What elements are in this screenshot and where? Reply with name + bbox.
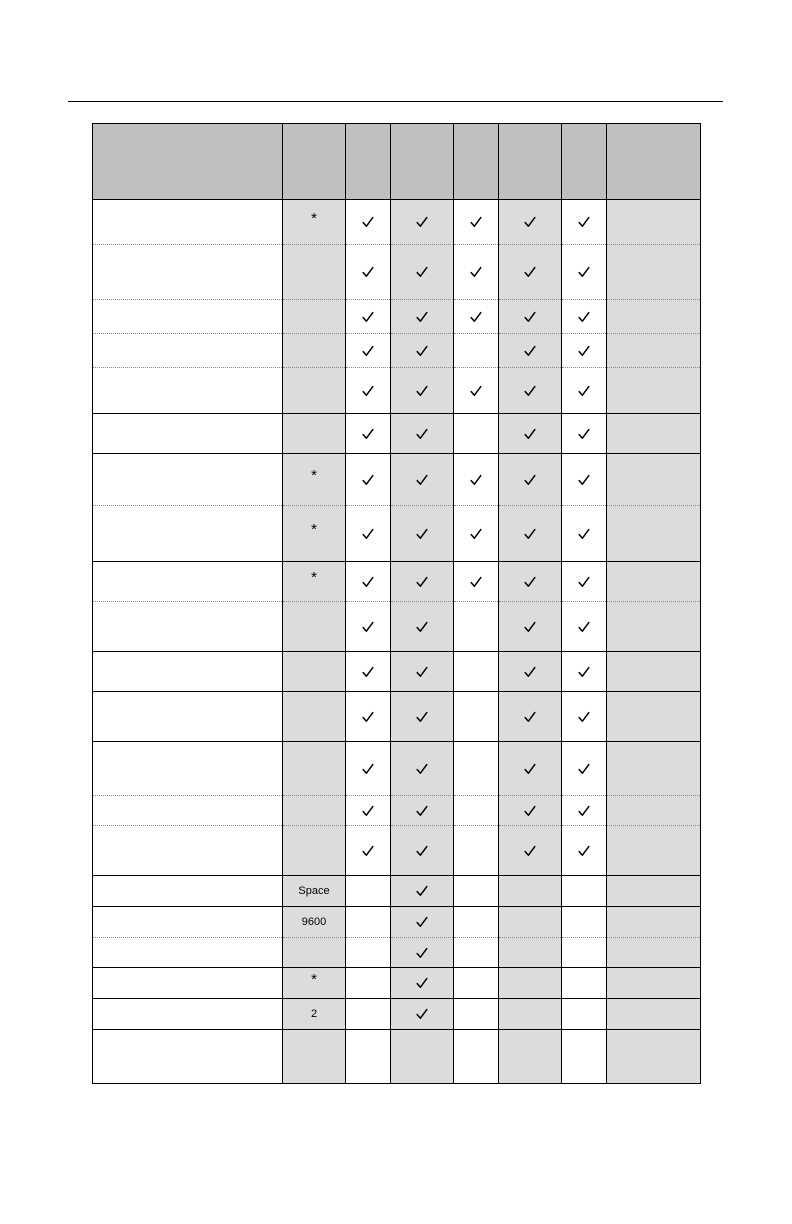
table-cell: [499, 414, 562, 454]
column-header-5: [499, 124, 562, 200]
table-cell: [283, 506, 346, 562]
table-cell: [607, 652, 701, 692]
table-cell: [454, 1030, 499, 1084]
row-label: [93, 414, 283, 454]
table-cell: [607, 602, 701, 652]
row-label: [93, 562, 283, 602]
table-cell: [562, 1030, 607, 1084]
table-row: [93, 245, 701, 300]
table-cell: [391, 692, 454, 742]
table-row: [93, 938, 701, 968]
column-header-2: [346, 124, 391, 200]
check-icon: [578, 666, 590, 678]
check-icon: [524, 711, 536, 723]
table-cell: [607, 368, 701, 414]
check-icon: [470, 266, 482, 278]
row-label: [93, 506, 283, 562]
table-cell: [283, 562, 346, 602]
table-cell: [283, 245, 346, 300]
check-icon: [362, 763, 374, 775]
table-cell: [607, 562, 701, 602]
check-icon: [362, 666, 374, 678]
table-cell: [499, 938, 562, 968]
table-row: [93, 1030, 701, 1084]
check-icon: [416, 977, 428, 989]
check-icon: [578, 474, 590, 486]
table-cell: [499, 562, 562, 602]
table-cell: [454, 742, 499, 796]
table-cell: [562, 602, 607, 652]
table-cell: [607, 414, 701, 454]
table-cell: [499, 506, 562, 562]
table-cell: [607, 999, 701, 1030]
table-row: [93, 454, 701, 506]
table-cell: [283, 1030, 346, 1084]
row-label: [93, 796, 283, 826]
table-cell: [499, 200, 562, 245]
check-icon: [470, 474, 482, 486]
check-icon: [578, 845, 590, 857]
check-icon: [524, 345, 536, 357]
table-cell: [454, 334, 499, 368]
check-icon: [416, 947, 428, 959]
table-cell: [346, 368, 391, 414]
table-cell: [454, 652, 499, 692]
check-icon: [416, 266, 428, 278]
table-cell: [283, 742, 346, 796]
check-icon: [362, 428, 374, 440]
table-cell: [283, 368, 346, 414]
table-cell: [454, 300, 499, 334]
table-cell: [562, 414, 607, 454]
table-cell: [454, 562, 499, 602]
table-cell: [391, 454, 454, 506]
table-cell: [391, 334, 454, 368]
table-row: [93, 907, 701, 938]
table-cell: [454, 968, 499, 999]
table-cell: [607, 1030, 701, 1084]
table-cell: [283, 602, 346, 652]
check-icon: [416, 576, 428, 588]
table-cell: [454, 938, 499, 968]
check-icon: [470, 528, 482, 540]
table-cell: [346, 652, 391, 692]
table-cell: [454, 692, 499, 742]
table-cell: [346, 602, 391, 652]
check-icon: [470, 216, 482, 228]
row-label: [93, 368, 283, 414]
table-cell: [454, 907, 499, 938]
table-cell: [391, 200, 454, 245]
row-label: [93, 938, 283, 968]
table-cell: [346, 999, 391, 1030]
table-cell: [391, 907, 454, 938]
table-cell: [562, 968, 607, 999]
header-rule: [68, 101, 723, 102]
check-icon: [578, 528, 590, 540]
table-cell: [391, 414, 454, 454]
row-label: [93, 999, 283, 1030]
cell-value: 2: [310, 1008, 318, 1020]
check-icon: [362, 311, 374, 323]
table-cell: [607, 692, 701, 742]
table-row: [93, 826, 701, 876]
table-row: [93, 876, 701, 907]
check-icon: [362, 266, 374, 278]
check-icon: [416, 763, 428, 775]
table-cell: [607, 200, 701, 245]
table-cell: [346, 692, 391, 742]
table-cell: [391, 368, 454, 414]
table-cell: [391, 876, 454, 907]
table-cell: [391, 938, 454, 968]
table-row: [93, 602, 701, 652]
table-row: [93, 300, 701, 334]
check-icon: [524, 576, 536, 588]
check-icon: [578, 385, 590, 397]
row-label: [93, 454, 283, 506]
table-cell: [346, 938, 391, 968]
check-icon: [578, 266, 590, 278]
table-cell: [346, 506, 391, 562]
table-cell: [562, 506, 607, 562]
check-icon: [362, 385, 374, 397]
table-cell: [562, 368, 607, 414]
table-row: [93, 334, 701, 368]
check-icon: [470, 385, 482, 397]
table-cell: [562, 454, 607, 506]
check-icon: [416, 311, 428, 323]
check-icon: [416, 845, 428, 857]
check-icon: [470, 311, 482, 323]
row-label: [93, 652, 283, 692]
table-cell: [607, 826, 701, 876]
table-cell: [499, 602, 562, 652]
check-icon: [524, 528, 536, 540]
check-icon: [416, 666, 428, 678]
check-icon: [416, 216, 428, 228]
row-label: [93, 907, 283, 938]
table-cell: [562, 999, 607, 1030]
check-icon: [416, 805, 428, 817]
table-cell: [499, 1030, 562, 1084]
table-cell: [499, 742, 562, 796]
table-cell: [346, 1030, 391, 1084]
table-cell: [283, 454, 346, 506]
table-cell: [607, 506, 701, 562]
table-cell: [454, 414, 499, 454]
table-cell: [454, 826, 499, 876]
column-header-3: [391, 124, 454, 200]
table-cell: [562, 334, 607, 368]
table-cell: [562, 826, 607, 876]
table-cell: [607, 876, 701, 907]
check-icon: [578, 345, 590, 357]
row-label: [93, 1030, 283, 1084]
table-cell: [454, 506, 499, 562]
table-cell: [283, 999, 346, 1030]
table-cell: [454, 602, 499, 652]
table-cell: [499, 692, 562, 742]
table-cell: [283, 334, 346, 368]
table-cell: [283, 968, 346, 999]
table-cell: [346, 454, 391, 506]
check-icon: [416, 345, 428, 357]
check-icon: [416, 621, 428, 633]
check-icon: [416, 528, 428, 540]
table-cell: [346, 907, 391, 938]
table-cell: [454, 454, 499, 506]
table-cell: [346, 334, 391, 368]
check-icon: [578, 711, 590, 723]
table-cell: [454, 796, 499, 826]
table-cell: [607, 796, 701, 826]
check-icon: [416, 916, 428, 928]
table-cell: [499, 454, 562, 506]
table-body: [93, 200, 701, 1084]
row-label: [93, 200, 283, 245]
check-icon: [524, 763, 536, 775]
table-cell: [283, 414, 346, 454]
table-cell: [562, 938, 607, 968]
table-cell: [499, 245, 562, 300]
table-cell: [346, 968, 391, 999]
check-icon: [362, 845, 374, 857]
table-cell: [562, 562, 607, 602]
table-cell: [499, 999, 562, 1030]
check-icon: [362, 576, 374, 588]
table-row: [93, 506, 701, 562]
table-cell: [562, 200, 607, 245]
table-row: [93, 414, 701, 454]
table-cell: [283, 938, 346, 968]
check-icon: [416, 474, 428, 486]
table-row: [93, 968, 701, 999]
table-cell: [562, 742, 607, 796]
row-label: [93, 876, 283, 907]
table-row: [93, 796, 701, 826]
table-cell: [283, 300, 346, 334]
check-icon: [578, 576, 590, 588]
check-icon: [578, 805, 590, 817]
table-cell: [391, 506, 454, 562]
check-icon: [362, 474, 374, 486]
check-icon: [524, 805, 536, 817]
table-cell: [391, 796, 454, 826]
table-cell: [562, 907, 607, 938]
table-cell: [607, 938, 701, 968]
check-icon: [416, 885, 428, 897]
table-cell: [346, 200, 391, 245]
table-cell: [391, 245, 454, 300]
table-row: [93, 562, 701, 602]
feature-matrix-table: [92, 123, 701, 1084]
table-cell: [283, 796, 346, 826]
asterisk-note: *: [311, 521, 317, 538]
table-cell: [499, 368, 562, 414]
table-cell: [607, 300, 701, 334]
column-header-1: [283, 124, 346, 200]
check-icon: [416, 385, 428, 397]
table-cell: [391, 826, 454, 876]
column-header-7: [607, 124, 701, 200]
cell-value: 9600: [301, 916, 327, 928]
table-cell: [346, 414, 391, 454]
asterisk-note: *: [311, 970, 317, 988]
table-cell: [391, 742, 454, 796]
table-cell: [562, 692, 607, 742]
table-cell: [454, 876, 499, 907]
check-icon: [524, 266, 536, 278]
table-cell: [562, 876, 607, 907]
table-cell: [391, 602, 454, 652]
check-icon: [362, 345, 374, 357]
check-icon: [362, 621, 374, 633]
check-icon: [470, 576, 482, 588]
table-cell: [454, 368, 499, 414]
check-icon: [578, 216, 590, 228]
table-row: [93, 200, 701, 245]
table-cell: [391, 652, 454, 692]
table-cell: [283, 907, 346, 938]
row-label: [93, 742, 283, 796]
row-label: [93, 968, 283, 999]
table-cell: [391, 1030, 454, 1084]
asterisk-note: *: [311, 209, 317, 227]
check-icon: [524, 474, 536, 486]
table-row: [93, 652, 701, 692]
row-label: [93, 334, 283, 368]
table-cell: [562, 245, 607, 300]
check-icon: [524, 311, 536, 323]
table-cell: [454, 200, 499, 245]
table-cell: [499, 826, 562, 876]
table-cell: [346, 300, 391, 334]
asterisk-note: *: [311, 569, 317, 586]
check-icon: [416, 428, 428, 440]
table-cell: [499, 796, 562, 826]
check-icon: [524, 621, 536, 633]
table-header-row: [93, 124, 701, 200]
check-icon: [524, 216, 536, 228]
table-cell: [499, 876, 562, 907]
table-cell: [283, 652, 346, 692]
table-row: [93, 368, 701, 414]
table-cell: [499, 334, 562, 368]
table-cell: [562, 652, 607, 692]
check-icon: [362, 216, 374, 228]
table-cell: [499, 968, 562, 999]
row-label: [93, 602, 283, 652]
table-cell: [607, 334, 701, 368]
table-cell: [499, 907, 562, 938]
check-icon: [578, 621, 590, 633]
check-icon: [524, 666, 536, 678]
table-cell: [283, 876, 346, 907]
table-cell: [346, 796, 391, 826]
table-cell: [607, 742, 701, 796]
table-cell: [454, 999, 499, 1030]
table-cell: [562, 300, 607, 334]
row-label: [93, 300, 283, 334]
cell-value: Space: [298, 885, 330, 897]
table-row: [93, 692, 701, 742]
table-cell: [346, 826, 391, 876]
asterisk-note: *: [311, 467, 317, 484]
check-icon: [524, 845, 536, 857]
table-cell: [499, 300, 562, 334]
check-icon: [578, 763, 590, 775]
check-icon: [362, 711, 374, 723]
column-header-6: [562, 124, 607, 200]
check-icon: [416, 711, 428, 723]
check-icon: [578, 311, 590, 323]
table-cell: [562, 796, 607, 826]
column-header-0: [93, 124, 283, 200]
table-row: [93, 742, 701, 796]
table-cell: [346, 742, 391, 796]
check-icon: [524, 385, 536, 397]
table-cell: [346, 562, 391, 602]
table-cell: [454, 245, 499, 300]
table-cell: [391, 300, 454, 334]
table-cell: [283, 826, 346, 876]
check-icon: [362, 805, 374, 817]
table-cell: [391, 562, 454, 602]
check-icon: [524, 428, 536, 440]
table-cell: [607, 907, 701, 938]
check-icon: [416, 1008, 428, 1020]
table-cell: [391, 999, 454, 1030]
row-label: [93, 826, 283, 876]
table-cell: [283, 200, 346, 245]
check-icon: [362, 528, 374, 540]
table-cell: [607, 454, 701, 506]
row-label: [93, 245, 283, 300]
check-icon: [578, 428, 590, 440]
table-cell: [391, 968, 454, 999]
row-label: [93, 692, 283, 742]
table-cell: [346, 876, 391, 907]
table-cell: [346, 245, 391, 300]
table-cell: [607, 968, 701, 999]
table-row: [93, 999, 701, 1030]
table-cell: [607, 245, 701, 300]
table-cell: [283, 692, 346, 742]
table-cell: [499, 652, 562, 692]
column-header-4: [454, 124, 499, 200]
